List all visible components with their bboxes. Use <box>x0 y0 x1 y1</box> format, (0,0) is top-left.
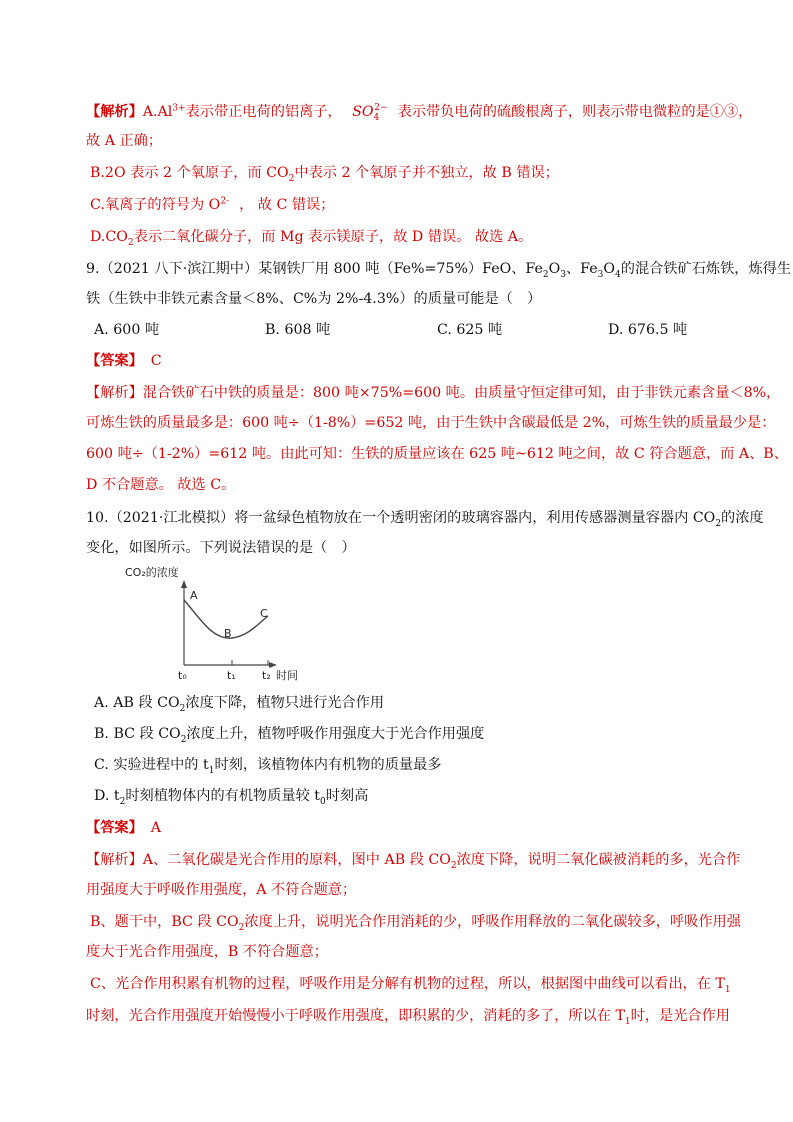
q9-option-c: C. 625 吨 <box>437 322 503 338</box>
chart-point-c: C <box>260 607 268 620</box>
q9-option-a: A. 600 吨 <box>94 322 160 338</box>
q10-analysis-line-5: C、光合作用积累有机物的过程，呼吸作用是分解有机物的过程，所以，根据图中曲线可以看出，在 $T_1$ <box>90 976 731 995</box>
q10-analysis-line-1: 【解析】A、二氧化碳是光合作用的原料，图中 AB 段 $CO_2$浓度下降，说明二氧化碳被消耗的多，光合作 <box>86 852 741 871</box>
q9-analysis-line-2: 可炼生铁的质量最多是：600 吨÷（1-8%）=652 吨，由于生铁中含碳最低是 2%，可炼生铁的质量最少是： <box>86 415 776 431</box>
q10-stem-line-1: 10.（2021·江北模拟）将一盆绿色植物放在一个透明密闭的玻璃容器内，利用传感器测量容器内 $CO_2$的浓度 <box>86 510 764 529</box>
chart-label-t0: t₀ <box>178 669 187 682</box>
co2-concentration-chart <box>120 562 305 684</box>
q9-analysis-line-4: D 不合题意。 故选 C。 <box>86 477 236 493</box>
q10-option-c: C. 实验进程中的 $t_1$时刻，该植物体内有机物的质量最多 <box>94 757 442 776</box>
q10-analysis-line-6: 时刻，光合作用强度开始慢慢小于呼吸作用强度，即积累的少，消耗的多了，所以在 $T_1$时，是光合作用 <box>86 1008 730 1027</box>
q9-stem-line-1: 9.（2021 八下·滨江期中）某钢铁厂用 800 吨（Fe%=75%）FeO、$Fe_2O_3$、$Fe_3O_4$的混合铁矿石炼铁，炼得生 <box>86 261 792 280</box>
q10-option-d: D. $t_2$时刻植物体内的有机物质量较 $t_0$时刻高 <box>94 788 369 807</box>
q10-stem-line-2: 变化，如图所示。下列说法错误的是（ ） <box>86 540 356 556</box>
q10-answer: 【答案】 A <box>86 820 162 836</box>
q9-analysis-line-3: 600 吨÷（1-2%）=612 吨。由此可知：生铁的质量应该在 625 吨~612 吨之间，故 C 符合题意，而 A、B、 <box>86 446 788 462</box>
q10-analysis-line-3: B、题干中，BC 段 $CO_2$浓度上升，说明光合作用消耗的少，呼吸作用释放的二氧化碳较多，呼吸作用强 <box>90 914 741 933</box>
chart-y-axis-arrow <box>181 580 187 588</box>
chart-point-a: A <box>190 589 198 602</box>
q10-option-a: A. AB 段 $CO_2$浓度下降，植物只进行光合作用 <box>94 695 385 714</box>
prev-analysis-line-4: C.氧离子的符号为 $O^{2-}$ ， 故 C 错误； <box>90 196 335 213</box>
chart-label-t2: t₂ <box>262 669 271 682</box>
q9-analysis-line-1: 【解析】混合铁矿石中铁的质量是：800 吨×75%=600 吨。由质量守恒定律可知，由于非铁元素含量＜8%， <box>86 385 781 401</box>
q10-analysis-line-2: 用强度大于呼吸作用强度，A 不符合题意； <box>86 882 357 898</box>
q9-option-b: B. 608 吨 <box>265 322 331 338</box>
prev-analysis-line-1: 【解析】$A.Al^{3+}$表示带正电荷的铝离子， $SO_4^{2-}$ 表示带负电荷的硫酸根离子，则表示带电微粒的是①③， <box>86 103 753 123</box>
chart-x-label: 时间 <box>276 669 298 682</box>
chart-point-b: B <box>224 627 232 640</box>
chart-y-label: CO₂的浓度 <box>125 566 179 579</box>
prev-analysis-line-2: 故 A 正确； <box>86 133 163 149</box>
q9-answer: 【答案】 C <box>86 353 162 369</box>
q10-analysis-line-4: 度大于光合作用强度，B 不符合题意； <box>86 944 328 960</box>
prev-analysis-line-3: B.2O 表示 2 个氧原子，而 $CO_2$中表示 2 个氧原子并不独立，故 B 错误； <box>90 165 559 184</box>
prev-analysis-line-5: $D.CO_2$表示二氧化碳分子，而 Mg 表示镁原子，故 D 错误。 故选 A。 <box>90 229 533 248</box>
q9-option-d: D. 676.5 吨 <box>608 322 688 338</box>
q10-option-b: B. BC 段 $CO_2$浓度上升，植物呼吸作用强度大于光合作用强度 <box>94 726 485 745</box>
chart-x-axis-arrow <box>269 662 277 668</box>
chart-label-t1: t₁ <box>227 669 236 682</box>
q9-stem-line-2: 铁（生铁中非铁元素含量＜8%、C%为 2%-4.3%）的质量可能是（ ） <box>86 291 542 307</box>
